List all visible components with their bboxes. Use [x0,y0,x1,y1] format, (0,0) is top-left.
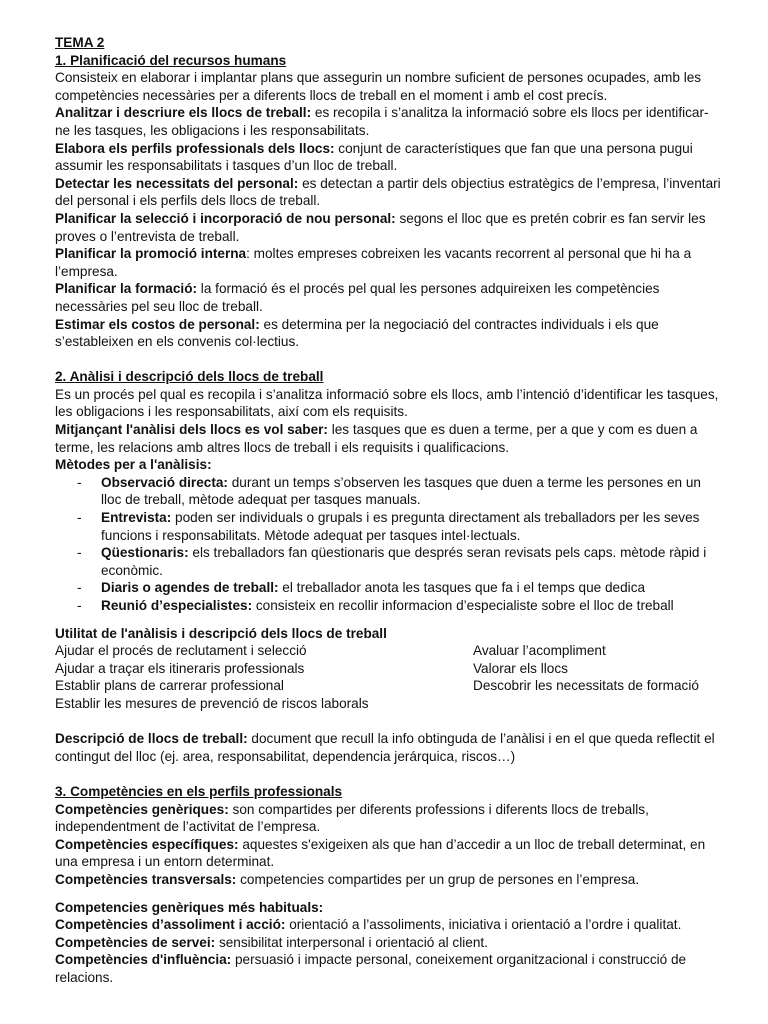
list-item-text: el treballador anota les tasques que fa i el temps que dedica [278,580,646,596]
utilitat-item: Ajudar el procés de reclutament i selecció [55,643,307,659]
metodes-list [55,474,723,615]
list-item-text: consisteix en recollir informacion d’especialiste sobre el lloc de treball [252,598,674,613]
definition-term: Competències d’assoliment i acció: [55,917,286,933]
section-1-intro: Consisteix en elaborar i implantar plans que assegurin un nombre suficient de persones ocupades, amb les competències necessàries per a diferents llocs de treball en el moment i amb el cost precís. [55,70,702,103]
spacer [55,351,723,369]
definition-term: Planificar la selecció i incorporació de nou personal: [55,210,396,226]
utilitat-left-column [55,642,473,712]
tema-heading: TEMA 2 [55,35,105,50]
list-item [55,544,723,579]
list-item [55,597,723,615]
spacer [55,765,723,783]
list-item-text: durant un temps s’observen les tasques que duen a terme les persones en un lloc de treball, mètode adequat per tasques manuals. [101,474,701,508]
definition-paragraph [55,140,723,175]
definition-text: orientació a l’assoliments, iniciativa i orientació a l’ordre i qualitat. [285,917,682,933]
definition-paragraph [55,421,723,456]
definition-paragraph [55,916,723,934]
definition-term: Competències d'influència: [55,952,232,968]
utilitat-item: Establir plans de carrerar professional [55,678,284,694]
definition-text: les tasques que es duen a terme, per a que y com es duen a terme, les relacions amb altres llocs de treball i els requisits i qualificacions. [55,422,698,455]
definition-text: conjunt de característiques que fan que una persona pugui assumir les responsabilitats i tasques d’un lloc de treball. [55,140,693,174]
list-item-text: poden ser individuals o grupals i es pregunta directament als treballadors per les seves funcions i responsabilitats. Mètode adequat per tasques intel·lectuals. [101,510,700,543]
definition-paragraph [55,871,723,889]
spacer [55,713,723,731]
definition-paragraph [55,951,723,986]
definition-text: competencies compartides per un grup de persones en l’empresa. [236,871,640,887]
section-2-intro: Es un procés pel qual es recopila i s’analitza informació sobre els llocs, amb l’intenció d’identificar les tasques, les obligacions i les responsabilitats, així com els requisits. [55,386,719,420]
definition-text: es recopila i s’analitza la informació sobre els llocs per identificar-ne les tasques, les obligacions i les responsabilitats. [55,105,709,138]
utilitat-heading: Utilitat de l'anàlisis i descripció dels llocs de treball [55,625,387,641]
utilitat-right-column [473,642,723,712]
definition-term: Planificar la promoció interna [55,246,247,262]
document-page [55,34,723,986]
utilitat-item: Ajudar a traçar els itineraris professionals [55,660,305,676]
definition-paragraph [55,934,723,952]
definition-term: Analitzar i descriure els llocs de treball: [55,105,312,121]
habituals-heading: Competencies genèriques més habituals: [55,899,324,915]
spacer [55,615,723,625]
definition-text: segons el lloc que es pretén cobrir es fan servir les proves o l’entrevista de treball. [55,210,706,244]
definition-text: persuasió i impacte personal, coneixement organitzacional i construcció de relacions. [55,952,687,985]
definition-paragraph [55,316,723,351]
list-item-term: Entrevista: [101,510,172,526]
definition-term: Competències genèriques: [55,801,229,817]
definition-term: Competències específiques: [55,836,239,852]
utilitat-item: Avaluar l’acompliment [473,643,606,659]
section-1-items [55,104,723,350]
section-3-title: 3. Competències en els perfils professionals [55,783,343,799]
definition-paragraph [55,801,723,836]
definition-text: la formació és el procés pel qual les persones adquireixen les competències necessàries pel seu lloc de treball. [55,281,660,314]
definition-paragraph [55,175,723,210]
section-1-title: 1. Planificació del recursos humans [55,52,287,68]
metodes-heading: Mètodes per a l'anàlisis: [55,457,212,473]
list-item-term: Reunió d’especialistes: [101,598,253,613]
definition-term: Estimar els costos de personal: [55,316,260,332]
list-item-term: Diaris o agendes de treball: [101,580,279,596]
definition-text: : moltes empreses cobreixen les vacants recorrent al personal que hi ha a l’empresa. [55,246,692,279]
definition-term: Elabora els perfils professionals dels llocs: [55,140,335,156]
list-item [55,474,723,509]
list-item-term: Qüestionaris: [101,545,189,561]
definition-paragraph [55,210,723,245]
definition-text: es detectan a partir dels objectius estratègics de l’empresa, l’inventari del personal i els perfils dels llocs de treball. [55,175,721,209]
list-item [55,509,723,544]
definition-paragraph [55,245,723,280]
definition-text: son compartides per diferents professions i diferents llocs de treballs, independentment de l’activitat de l’empresa. [55,801,649,835]
utilitat-item: Establir les mesures de prevenció de riscos laborals [55,695,369,711]
definition-text: aquestes s'exigeixen als que han d’accedir a un lloc de treball determinat, en una empresa i un entorn determinat. [55,836,706,870]
list-item-text: els treballadors fan qüestionaris que després seran revisats pels caps. mètode ràpid i econòmic. [101,545,707,578]
utilitat-item: Valorar els llocs [473,660,568,676]
definition-text: sensibilitat interpersonal i orientació al client. [215,934,488,950]
definition-term: Mitjançant l'anàlisi dels llocs es vol saber: [55,422,328,438]
definition-term: Competències transversals: [55,871,237,887]
utilitat-item: Descobrir les necessitats de formació [473,678,699,694]
list-item [55,579,723,597]
definition-term: Detectar les necessitats del personal: [55,175,299,191]
definition-text: es determina per la negociació del contractes individuals i els que s’estableixen en els convenis col·lectius. [55,316,659,350]
spacer [55,889,723,899]
definition-paragraph [55,836,723,871]
list-item-term: Observació directa: [101,474,228,490]
definition-paragraph [55,730,723,765]
definition-term: Competències de servei: [55,934,216,950]
utilitat-grid [55,642,723,712]
definition-paragraph [55,280,723,315]
definition-term: Descripció de llocs de treball: [55,731,248,747]
definition-term: Planificar la formació: [55,281,198,297]
definition-paragraph [55,104,723,139]
section-2-title: 2. Anàlisi i descripció dels llocs de treball [55,369,324,385]
definition-text: document que recull la info obtinguda de l’anàlisi i en el que queda reflectit el contingut del lloc (ej. area, responsabilitat, dependencia jerárquica, riscos…) [55,731,715,764]
